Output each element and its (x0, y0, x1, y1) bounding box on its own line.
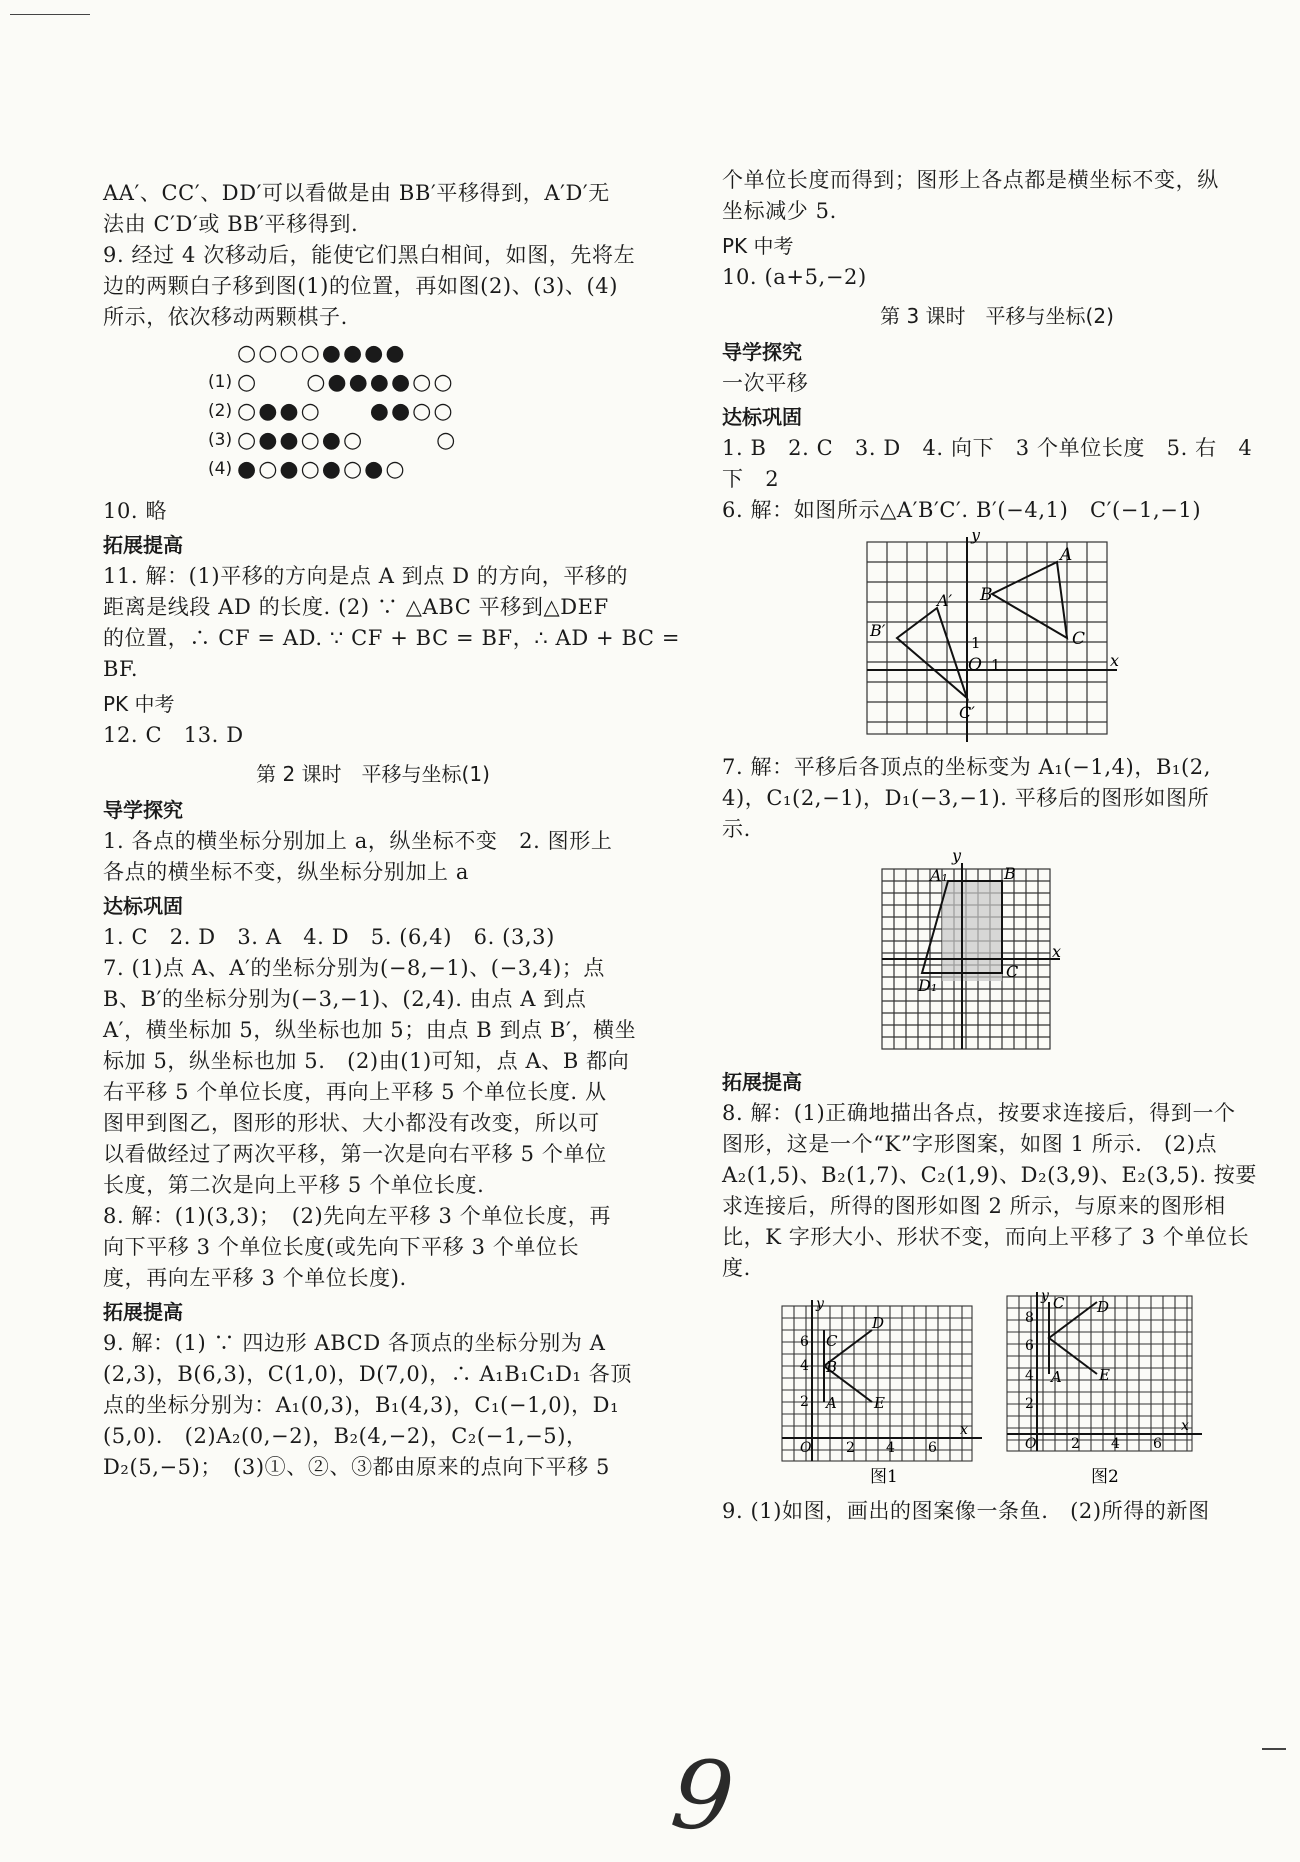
text-line: 边的两颗白子移到图(1)的位置，再如图(2)、(3)、(4) (103, 274, 618, 298)
origin-label: O (1025, 1436, 1037, 1452)
text-line: 点的坐标分别为：A₁(0,3)，B₁(4,3)，C₁(−1,0)，D₁ (103, 1393, 620, 1417)
point-label: A₁ (930, 866, 948, 885)
stone-row-label: (1) (208, 372, 233, 392)
text-line: 长度，第二次是向上平移 5 个单位长度. (103, 1173, 485, 1197)
text-line: 9. (1)如图，画出的图案像一条鱼. (2)所得的新图 (722, 1499, 1210, 1523)
figure-caption: 图2 (1091, 1467, 1119, 1487)
stone-pattern: ○●●○●○ ○ (237, 428, 458, 453)
point-label: C (826, 1332, 838, 1350)
text-line: 图甲到图乙，图形的形状、大小都没有改变，所以可 (103, 1111, 600, 1135)
text-line: 1. 各点的横坐标分别加上 a，纵坐标不变 2. 图形上 (103, 829, 613, 853)
x-axis-label: x (1110, 651, 1120, 670)
section-heading: 拓展提高 (722, 1070, 802, 1094)
point-label: A (826, 1394, 837, 1412)
text-line: 各点的横坐标不变，纵坐标分别加上 a (103, 860, 469, 884)
point-label: C′ (959, 703, 975, 722)
text-line: 11. 解：(1)平移的方向是点 A 到点 D 的方向，平移的 (103, 564, 629, 588)
text-line: 度. (722, 1256, 751, 1280)
tick-label: 2 (800, 1394, 809, 1410)
stone-pattern: ●○●○●○●○ (237, 457, 407, 482)
text-line: 的位置，∴ CF = AD. ∵ CF + BC = BF，∴ AD + BC = (103, 626, 681, 650)
text-line: 下 2 (722, 467, 780, 491)
stone-row-4 (103, 455, 643, 484)
tick-label: 1 (991, 656, 1001, 674)
figure-q8-grids (722, 1292, 1272, 1492)
stone-row-label: (3) (208, 430, 233, 450)
lesson-title: 第 3 课时 平移与坐标(2) (880, 304, 1114, 328)
text-line: 求连接后，所得的图形如图 2 所示，与原来的图形相 (722, 1194, 1226, 1218)
text-line: 8. 解：(1)正确地描出各点，按要求连接后，得到一个 (722, 1101, 1236, 1125)
stone-row-label: (2) (208, 401, 233, 421)
text-line: 1. B 2. C 3. D 4. 向下 3 个单位长度 5. 右 4 (722, 436, 1253, 460)
text-line: 4)，C₁(2,−1)，D₁(−3,−1). 平移后的图形如图所 (722, 786, 1210, 810)
text-line: 比，K 字形大小、形状不变，而向上平移了 3 个单位长 (722, 1225, 1250, 1249)
tick-label: 6 (1025, 1338, 1034, 1354)
text-line: 所示，依次移动两颗棋子. (103, 305, 348, 329)
text-line: 以看做经过了两次平移，第一次是向右平移 5 个单位 (103, 1142, 607, 1166)
point-label: E (1099, 1366, 1110, 1384)
section-heading: 导学探究 (722, 340, 802, 364)
stone-pattern: ○○○○●●●● (237, 341, 407, 366)
x-axis-label: x (960, 1422, 968, 1438)
text-line: 8. 解：(1)(3,3)； (2)先向左平移 3 个单位长度，再 (103, 1204, 611, 1228)
text-line: BF. (103, 657, 139, 681)
point-label: A (1051, 1368, 1062, 1386)
tick-label: 4 (886, 1440, 895, 1456)
point-label: C (1006, 962, 1019, 981)
section-heading: 拓展提高 (103, 533, 183, 557)
tick-label: 4 (1025, 1368, 1034, 1384)
tick-label: 6 (1153, 1436, 1162, 1452)
section-heading: PK 中考 (722, 234, 794, 258)
text-line: A₂(1,5)、B₂(1,7)、C₂(1,9)、D₂(3,9)、E₂(3,5). 按要 (722, 1163, 1257, 1187)
text-line: (2,3)，B(6,3)，C(1,0)，D(7,0)，∴ A₁B₁C₁D₁ 各顶 (103, 1362, 632, 1386)
text-line: 10. 略 (103, 499, 168, 523)
text-line: 9. 经过 4 次移动后，能使它们黑白相间，如图，先将左 (103, 243, 636, 267)
text-line: 向下平移 3 个单位长度(或先向下平移 3 个单位长 (103, 1235, 580, 1259)
top-left-rule (10, 14, 90, 15)
lesson-title: 第 2 课时 平移与坐标(1) (256, 762, 490, 786)
y-axis-label: y (952, 849, 962, 865)
bottom-right-rule (1262, 1748, 1286, 1750)
text-line: D₂(5,−5)； (3)①、②、③都由原来的点向下平移 5 (103, 1455, 610, 1479)
point-label: E (874, 1394, 885, 1412)
y-axis-label: y (971, 532, 981, 544)
text-line: 7. (1)点 A、A′的坐标分别为(−8,−1)、(−3,4)；点 (103, 956, 605, 980)
point-label: D (872, 1314, 885, 1332)
text-line: 法由 C′D′或 BB′平移得到. (103, 212, 359, 236)
y-axis-label: y (1041, 1292, 1049, 1304)
section-heading: PK 中考 (103, 692, 175, 716)
stone-pattern: ○●●○ ●●○○ (237, 399, 455, 424)
point-label: A (1060, 545, 1073, 565)
point-label: B (826, 1358, 838, 1376)
stone-row-initial (103, 339, 643, 368)
section-heading: 导学探究 (103, 798, 183, 822)
page-number: 9 (666, 1737, 739, 1855)
text-line: 个单位长度而得到；图形上各点都是横坐标不变，纵 (722, 168, 1219, 192)
text-line: AA′、CC′、DD′可以看做是由 BB′平移得到，A′D′无 (103, 181, 610, 205)
origin-label: O (968, 655, 982, 675)
point-label: C (1053, 1294, 1065, 1312)
tick-label: 6 (928, 1440, 937, 1456)
stone-row-3 (103, 426, 643, 455)
text-line: B、B′的坐标分别为(−3,−1)、(2,4). 由点 A 到点 (103, 987, 587, 1011)
text-line: 右平移 5 个单位长度，再向上平移 5 个单位长度. 从 (103, 1080, 607, 1104)
section-heading: 达标巩固 (722, 405, 802, 429)
text-line: 标加 5，纵坐标也加 5. (2)由(1)可知，点 A、B 都向 (103, 1049, 630, 1073)
text-line: 10. (a+5,−2) (722, 265, 867, 289)
figure-q7-grid (722, 849, 1272, 1059)
point-label: D (1097, 1298, 1110, 1316)
figure-caption: 图1 (870, 1467, 898, 1487)
tick-label: 8 (1025, 1310, 1034, 1326)
section-heading: 达标巩固 (103, 894, 183, 918)
origin-label: O (800, 1440, 812, 1456)
point-label: B (1004, 864, 1016, 883)
section-heading: 拓展提高 (103, 1300, 183, 1324)
tick-label: 4 (800, 1358, 809, 1374)
text-line: A′，横坐标加 5，纵坐标也加 5；由点 B 到点 B′，横坐 (103, 1018, 637, 1042)
stone-row-2 (103, 397, 643, 426)
text-line: 9. 解：(1) ∵ 四边形 ABCD 各顶点的坐标分别为 A (103, 1331, 606, 1355)
text-line: 度，再向左平移 3 个单位长度). (103, 1266, 407, 1290)
point-label: B′ (870, 621, 886, 640)
stone-pattern: ○ ○●●●●○○ (237, 370, 455, 395)
stone-row-label: (4) (208, 459, 233, 479)
point-label: A′ (937, 591, 953, 610)
text-line: 示. (722, 817, 751, 841)
stone-row-1 (103, 368, 643, 397)
tick-label: 2 (1025, 1396, 1034, 1412)
text-line: 图形，这是一个“K”字形图案，如图 1 所示. (2)点 (722, 1132, 1218, 1156)
point-label: C (1072, 629, 1086, 649)
text-line: 一次平移 (722, 371, 809, 395)
text-line: 坐标减少 5. (722, 199, 837, 223)
tick-label: 4 (1111, 1436, 1120, 1452)
tick-label: 2 (846, 1440, 855, 1456)
text-line: (5,0). (2)A₂(0,−2)，B₂(4,−2)，C₂(−1,−5)， (103, 1424, 588, 1448)
left-column (103, 178, 681, 1483)
tick-label: 6 (800, 1334, 809, 1350)
tick-label: 2 (1071, 1436, 1080, 1452)
text-line: 6. 解：如图所示△A′B′C′. B′(−4,1) C′(−1,−1) (722, 498, 1202, 522)
right-column (722, 165, 1272, 1527)
x-axis-label: x (1181, 1418, 1189, 1434)
text-line: 12. C 13. D (103, 723, 244, 747)
figure-q6-grid (722, 532, 1272, 742)
chess-stones-figure (103, 339, 643, 484)
point-label: D₁ (918, 976, 938, 995)
point-label: B (980, 585, 993, 605)
tick-label: 1 (971, 634, 981, 652)
text-line: 7. 解：平移后各顶点的坐标变为 A₁(−1,4)，B₁(2, (722, 755, 1212, 779)
text-line: 距离是线段 AD 的长度. (2) ∵ △ABC 平移到△DEF (103, 595, 609, 619)
x-axis-label: x (1052, 942, 1062, 961)
y-axis-label: y (816, 1296, 824, 1312)
text-line: 1. C 2. D 3. A 4. D 5. (6,4) 6. (3,3) (103, 925, 555, 949)
